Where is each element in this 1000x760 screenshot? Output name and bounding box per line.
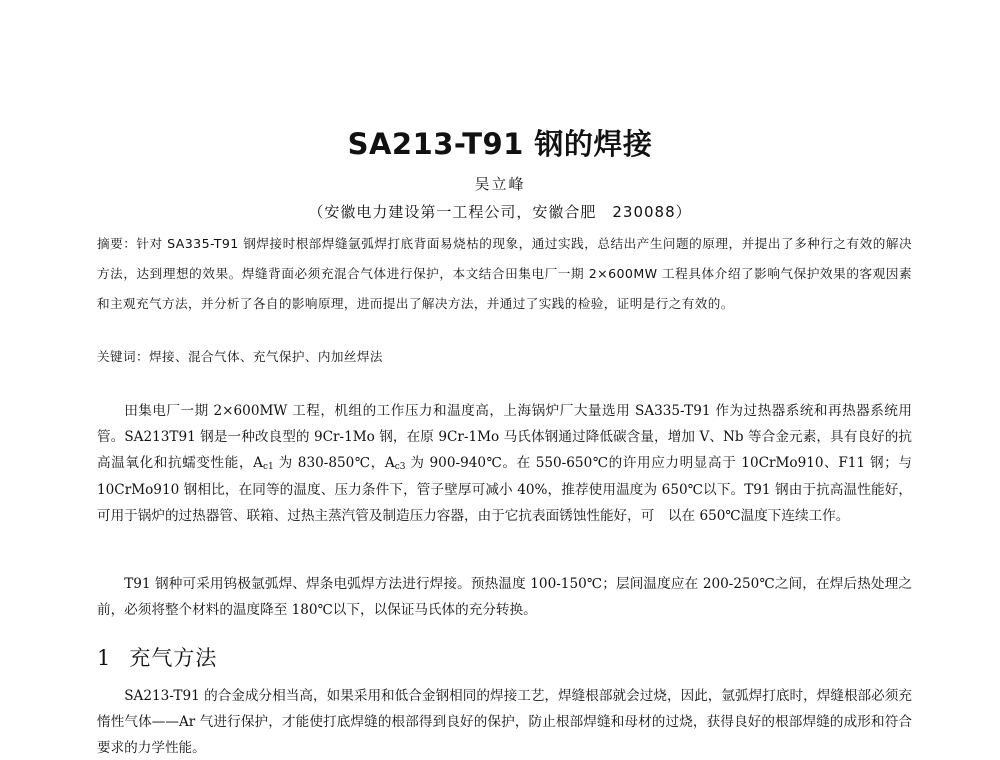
section-heading [97, 642, 217, 672]
para1-text-c: 为 900-940℃。在 550-650℃的许用应力明显高于 10CrMo910、F11 钢；与 10CrMo910 钢相比，在同等的温度、压力条件下，管子壁厚可减小 40%，推荐使用温度为 650℃以下。T91 钢由于抗高温性能好，可用于锅炉的过热器管、联箱、过热主蒸汽管及制造压力容器，由于它抗表面锈蚀性能好，可 以在 650℃温度下连续工作。 [97, 455, 912, 524]
body-paragraph-2: T91 钢种可采用钨极氩弧焊、焊条电弧焊方法进行焊接。预热温度 100-150℃；层间温度应在 200-250℃之间，在焊后热处理之前，必须将整个材料的温度降至 180℃以下，以保证马氏体的充分转换。 [97, 576, 912, 619]
body-paragraph-1 [97, 398, 912, 529]
para1-subscript-c3: c3 [394, 462, 406, 473]
body-paragraph-3: SA213-T91 的合金成分相当高，如果采用和低合金钢相同的焊接工艺，焊缝根部就会过烧，因此，氩弧焊打底时，焊缝根部必须充惰性气体——Ar 气进行保护，才能使打底焊缝的根部得到良好的保护，防止根部焊缝和母材的过烧，获得良好的根部焊缝的成形和符合要求的力学性能。 [97, 688, 912, 757]
paper-title: SA213-T91 钢的焊接 [347, 127, 653, 161]
para1-text-a: 田集电厂一期 2×600MW 工程，机组的工作压力和温度高，上海锅炉厂大量选用 SA335-T91 作为过热器系统和再热器系统用管。SA213T91 钢是一种改良型的 9Cr-1Mo 钢，在原 9Cr-1Mo 马氏体钢通过降低碳含量，增加 V、Nb 等合金元素，具有良好的抗高温氧化和抗蠕变性能，A [97, 403, 912, 472]
keywords [97, 347, 912, 367]
para1-text-b: 为 830-850℃，A [273, 455, 395, 472]
para1-subscript-c1: c1 [262, 462, 274, 473]
section-number: 1 [97, 646, 112, 670]
section-title: 充气方法 [129, 646, 218, 670]
author-affiliation: （安徽电力建设第一工程公司，安徽合肥 230088） [308, 203, 692, 221]
keywords-label: 关键词： [97, 349, 149, 364]
abstract-text: 针对 SA335-T91 钢焊接时根部焊缝氩弧焊打底背面易烧枯的现象，通过实践，总结出产生问题的原理，并提出了多种行之有效的解决方法，达到理想的效果。焊缝背面必须充混合气体进行保护，本文结合田集电厂一期 2×600MW 工程具体介绍了影响气保护效果的客观因素和主观充气方法，并分析了各自的影响原理，进而提出了解决方法，并通过了实践的检验，证明是行之有效的。 [97, 236, 913, 311]
keywords-text: 焊接、混合气体、充气保护、内加丝焊法 [148, 349, 383, 364]
author-name: 吴立峰 [474, 175, 526, 193]
abstract [97, 229, 912, 318]
abstract-label: 摘要： [97, 236, 137, 251]
